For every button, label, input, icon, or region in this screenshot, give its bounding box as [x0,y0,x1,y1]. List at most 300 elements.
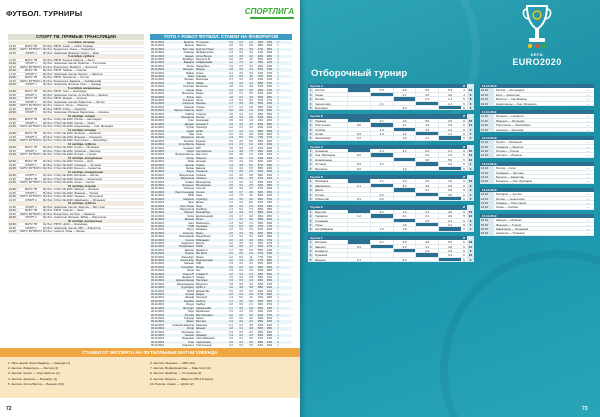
toto-percent-draw: 26% [266,115,273,119]
schedule-channel: МАТЧ! ТВ [24,58,38,62]
results-grid [347,162,461,165]
results-grid [347,88,461,91]
toto-percent-home: 67% [257,201,264,205]
toto-away-team: Севилья [196,177,207,181]
toto-percent-home: 80% [257,194,264,198]
result-cell [347,119,370,122]
toto-percent-home: 49% [257,262,264,266]
result-cell [393,128,416,131]
toto-odds-draw: 3.1 [239,92,243,96]
toto-date: 05.10.2019 [151,78,164,82]
result-cell [393,158,416,161]
schedule-channel: МАТЧ! ТВ [24,44,38,48]
toto-home-team: Ливерпуль [181,136,194,140]
toto-date: 06.10.2019 [151,190,164,194]
result-cell: 3:0 [438,93,461,96]
toto-percent-draw: 24% [266,109,273,113]
schedule-time: 21:45 [8,125,19,128]
fixture-match: Литва — Сербия [496,205,518,209]
toto-away-team: ЦСКА [196,129,204,133]
toto-odds-home: 2.2 [229,344,233,348]
toto-away-team: Шеффилд Юн. [196,51,215,55]
toto-away-team: Брага [196,231,203,235]
toto-percent-home: 39% [257,320,264,324]
toto-home-team: Астон Вилла [178,143,194,147]
toto-odds-away: 5.5 [249,167,253,171]
result-cell: 1:0 [393,119,416,122]
toto-date: 05.10.2019 [151,68,164,72]
result-cell: 2:1 [415,97,438,100]
toto-prediction: X [277,78,279,82]
toto-odds-home: 3.6 [229,112,233,116]
toto-odds-home: 1.9 [229,81,233,85]
toto-odds-draw: 3.8 [239,286,243,290]
group-table [308,114,474,140]
schedule-channel: МАТЧ! ФУТБОЛ 1 [20,79,42,83]
result-cell: 3:0 [393,240,416,243]
toto-prediction: 2 [277,105,279,109]
toto-odds-draw: 3.2 [239,156,243,160]
results-grid [347,188,461,191]
toto-home-team: Шальке [184,218,194,222]
toto-percent-home: 46% [257,316,264,320]
toto-date: 06.10.2019 [151,245,164,249]
toto-odds-draw: 5.0 [239,296,243,300]
toto-odds-away: 4.8 [249,102,253,106]
toto-away-team: Боруссия М [196,58,211,62]
team-name: Грузия [315,192,324,196]
schedule-program: Футбол. Отбор ЧЕ-2020. Португалия — Люксембург [43,139,108,142]
result-cell [370,97,393,100]
toto-odds-away: 2.8 [249,105,253,109]
toto-percent-draw: 23% [266,218,273,222]
toto-odds-home: 1.3 [229,177,233,181]
toto-percent-draw: 30% [266,156,273,160]
toto-odds-draw: 4.3 [239,310,243,314]
team-position: 1 [309,149,312,154]
toto-percent-home: 59% [257,173,264,177]
result-cell [393,253,416,256]
fixture-score: — [586,88,590,93]
toto-percent-home: 25% [257,41,264,44]
fixture-score: — [586,127,590,132]
schedule-time: 16:30 [8,209,19,212]
toto-away-team: Шинник [196,327,206,331]
toto-odds-home: 1.9 [229,262,233,266]
team-position: 1 [309,209,312,214]
toto-odds-home: 1.7 [229,218,233,222]
toto-percent-draw: 23% [266,173,273,177]
result-cell: 1:1 [438,102,461,105]
result-cell: 1:5 [393,227,416,230]
toto-percent-draw: 21% [266,160,273,164]
toto-odds-away: 1.4 [249,153,253,157]
toto-percent-home: 30% [257,303,264,307]
team-position: 1 [309,179,312,184]
expert-bets-section [0,348,300,398]
toto-date: 06.10.2019 [151,201,164,205]
toto-away-team: Зенит [196,109,204,113]
toto-odds-home: 1.3 [229,98,233,102]
sportliga-logo-text: СПОРТЛИГА [244,7,294,16]
toto-prediction: 1 [277,299,279,303]
toto-away-team: Дижон [196,201,204,205]
toto-prediction: 1 [277,98,279,102]
toto-away-team: Арсенал Т [196,122,209,126]
toto-percent-draw: 29% [266,293,273,297]
toto-home-team: Копенгаген [180,259,194,262]
toto-percent-draw: 26% [266,252,273,256]
toto-odds-home: 2.3 [229,337,233,341]
toto-home-team: Зальцбург [181,255,194,259]
result-cell: 1:1 [370,102,393,105]
toto-table-header: ТОТО + РОБОТ ФУТБОЛ. СТАВКИ НА ФАВОРИТОВ [150,34,292,40]
team-name: Словакия [315,218,328,222]
toto-odds-home: 1.8 [229,85,233,89]
toto-odds-draw: 3.2 [239,88,243,92]
team-played: 6 [463,257,465,262]
toto-odds-draw: 3.6 [239,146,243,150]
result-cell [393,193,416,196]
toto-home-team: Реал [187,75,194,79]
result-cell: 8:0 [415,149,438,152]
toto-percent-draw: 21% [266,276,273,280]
toto-prediction: 1 [277,115,279,119]
schedule-day-label: 11 октября, пятница [8,129,144,133]
team-position: 1 [309,88,312,93]
toto-away-team: Тоттенхэм [196,41,209,44]
column-points-label: О [467,175,474,179]
toto-date: 06.10.2019 [151,150,164,153]
toto-percent-draw: 28% [266,269,273,273]
toto-odds-home: 1.4 [229,201,233,205]
result-cell [347,97,370,100]
toto-home-team: Осасуна [183,187,194,191]
toto-percent-draw: 29% [266,333,273,337]
toto-percent-home: 47% [257,259,264,262]
toto-prediction: 1 [277,136,279,140]
toto-date: 05.10.2019 [151,64,164,68]
schedule-program: Футбол. Отбор ЧЕ-2020. Россия — Кипр [43,160,94,163]
toto-away-team: Мальорка [196,78,209,82]
toto-away-team: СКА-Хабаровск [196,337,215,341]
toto-odds-away: 9.5 [249,136,253,140]
toto-percent-draw: 29% [266,279,273,283]
results-grid [347,136,461,139]
team-name: Фареры [315,257,326,262]
team-position: 3 [309,218,312,223]
toto-percent-home: 46% [257,231,264,235]
toto-odds-away: 3.0 [249,330,253,334]
toto-odds-home: 2.5 [229,252,233,256]
schedule-program: Футбол. Чемпионат Англии. Эвертон — Вест Хэм [43,205,105,208]
result-cell: 1:5 [370,132,393,135]
toto-odds-away: 1.9 [249,119,253,123]
page-number-right: 73 [582,406,588,412]
results-grid [347,197,461,200]
schedule-day-label: 5 октября, суббота [8,55,144,59]
team-points: 9 [467,219,474,222]
team-points: 3 [467,106,474,109]
toto-home-team: Реал Сосьедад [175,190,194,194]
schedule-time: 17:00 [9,72,16,76]
toto-percent-home: 51% [257,245,264,249]
fixture-match: Бельгия — Казахстан [496,175,524,179]
results-grid [347,167,461,170]
fixture-match: Испания — Норвегия [496,114,524,118]
toto-percent-draw: 26% [266,146,273,150]
result-cell [370,245,393,248]
toto-percent-draw: 18% [266,221,273,225]
expert-bets-title: СТАВКИ ОТ ЭКСПЕРТА НА ФУТБОЛЬНЫЕ МАТЧИ УИКЕНДА [82,350,218,355]
toto-prediction: 1 [277,218,279,222]
fixture-row [480,128,594,132]
team-points: 9 [467,249,474,252]
schedule-program: Футбол. Чемпионат Англии. Ливерпуль — Лестер [43,100,105,103]
toto-away-team: Падерборн [196,64,210,68]
fixture-block [480,136,594,158]
toto-prediction: 2 [277,109,279,113]
group-team-row [308,197,474,201]
toto-percent-home: 35% [257,105,264,109]
fixture-date: 15.10 [480,223,494,226]
toto-away-team: Видеотон [196,282,208,286]
toto-odds-home: 1.5 [229,160,233,164]
fixture-score: — [586,144,590,149]
toto-percent-draw: 22% [266,211,273,215]
fixture-match: Франция — Турция [496,222,521,226]
result-cell [415,167,438,170]
result-cell: 4:2 [415,123,438,126]
expert-bet-item: 2. Англия. Ливерпуль — Лестер (1) [8,366,59,371]
toto-odds-away: 4.2 [249,197,253,201]
toto-odds-away: 3.2 [249,51,253,55]
schedule-channel: СПОРТ 1 [25,191,37,195]
toto-date: 05.10.2019 [151,115,164,119]
fixture-score: — [586,192,590,197]
toto-odds-home: 2.4 [229,88,233,92]
fixture-date: 10.10 [480,97,494,100]
result-cell: 1:2 [393,132,416,135]
toto-odds-away: 4.3 [249,68,253,72]
team-points: 1 [467,132,474,135]
toto-odds-draw: 4.0 [239,167,243,171]
team-name: Германия [315,149,328,153]
schedule-time: 14:00 [8,90,19,93]
team-points: 0 [467,197,474,200]
toto-home-team: Лион [187,201,194,205]
toto-prediction: 1 [277,221,279,225]
toto-away-team: Ростов [196,115,205,119]
toto-prediction: 1 [277,139,279,143]
toto-odds-draw: 3.4 [239,262,243,266]
toto-date: 05.10.2019 [151,47,164,51]
toto-home-team: Енисей [185,333,194,337]
team-position: 4 [309,192,312,197]
results-grid [347,223,461,226]
toto-odds-home: 2.2 [229,92,233,96]
toto-prediction: X [277,340,279,344]
toto-home-team: Мальмё [184,262,194,266]
toto-odds-draw: 3.3 [239,143,243,147]
schedule-time: 21:45 [8,153,19,156]
schedule-channel: СПОРТ 2 [25,135,37,139]
toto-prediction: 1 [277,170,279,174]
toto-prediction: 2 [277,41,279,44]
toto-odds-home: 1.4 [229,221,233,225]
toto-odds-away: 6.5 [249,160,253,164]
toto-odds-draw: 3.3 [239,129,243,133]
toto-odds-home: 1.3 [229,75,233,79]
toto-odds-draw: 3.0 [239,132,243,136]
schedule-channel: МАТЧ! ТВ [24,209,38,212]
toto-date: 06.10.2019 [151,153,164,157]
schedule-channel: МАТЧ! ФУТБОЛ 1 [20,181,42,184]
schedule-channel: МАТЧ! ТВ [24,177,38,181]
toto-away-team: Вильярреал [196,184,211,188]
toto-home-team: Лидс [188,310,194,314]
toto-date: 06.10.2019 [151,136,164,140]
toto-percent-draw: 12% [266,61,273,65]
toto-prediction: 1 [277,143,279,147]
result-cell [347,149,370,152]
toto-home-team: Уотфорд [183,51,194,55]
expert-bet-item: 8. Англия. Брайтон — Тоттенхэм (2) [150,371,202,376]
toto-prediction: 1 [277,85,279,89]
team-position: 2 [309,244,312,249]
toto-odds-draw: 3.9 [239,68,243,72]
schedule-program: Футбол. Отбор ЧЕ-2020. Бельгия — Казахстан [43,167,102,170]
fixture-match: Россия — Кипр [496,166,516,170]
euro2020-label: EURO2020 [512,57,562,67]
result-cell [438,106,461,109]
toto-prediction: 1 [277,344,279,348]
schedule-program: Футбол. Отбор ЧЕ-2020. Хорватия — Венгрия [43,149,101,152]
toto-percent-draw: 31% [266,337,273,341]
toto-percent-home: 55% [257,102,264,106]
result-cell: 1:0 [438,179,461,182]
fixture-score: — [586,118,590,123]
result-cell [415,253,438,256]
team-name: Норвегия [315,248,328,253]
result-cell [438,167,461,170]
result-cell: 0:2 [438,162,461,165]
toto-away-team: Петрокуб [196,296,208,300]
fixture-date: 12.10 [480,145,494,148]
toto-percent-home: 66% [257,221,264,225]
toto-odds-draw: 3.4 [239,85,243,89]
schedule-day-label: 6 октября, воскресенье [8,87,144,91]
toto-home-team: Брайтон [183,41,194,44]
toto-away-team: Дженоа [196,167,206,171]
toto-prediction: 2 [277,252,279,256]
column-played-label: И [462,84,466,88]
result-cell: 2:0 [415,153,438,156]
toto-odds-draw: 5.2 [239,207,243,211]
toto-percent-draw: 29% [266,204,273,208]
schedule-channel: СПОРТ 1 [25,121,37,125]
toto-odds-home: 1.8 [229,327,233,331]
team-played: 6 [463,179,465,184]
toto-odds-away: 3.2 [249,313,253,317]
column-played-label: И [462,114,466,119]
toto-away-team: Текстильщик [196,344,212,348]
toto-away-team: Янг Бойз [196,252,207,256]
toto-prediction: 1 [277,306,279,310]
toto-percent-draw: 29% [266,129,273,133]
toto-odds-home: 1.5 [229,139,233,143]
toto-prediction: X [277,187,279,191]
group-team-row [308,167,474,171]
result-cell [347,219,370,222]
toto-date: 06.10.2019 [151,316,164,320]
schedule-time: 18:30 [9,100,16,104]
toto-prediction: 1 [277,44,279,48]
fixture-score: — [586,179,590,184]
toto-home-team: Бетис [187,81,194,85]
toto-odds-away: 3.3 [249,320,253,324]
toto-home-team: Ференцварош [177,282,194,286]
toto-percent-draw: 32% [266,180,273,184]
team-played: 5 [463,188,465,193]
toto-away-team: Унион [196,71,204,75]
schedule-channel: МАТЧ! ФУТБОЛ 2 [20,139,42,142]
toto-prediction: 1 [277,95,279,99]
result-cell: 0:1 [347,197,370,200]
toto-percent-draw: 19% [266,201,273,205]
toto-percent-home: 62% [257,310,264,314]
column-points-label: О [467,84,474,88]
team-position: 3 [309,188,312,193]
team-name: Нидерланды [315,157,333,162]
toto-date: 06.10.2019 [151,129,164,133]
schedule-program: Футбол. Чемпионат Испании. Барселона — Севилья [43,111,109,114]
toto-date: 05.10.2019 [151,85,164,89]
toto-odds-home: 1.4 [229,150,233,153]
toto-date: 06.10.2019 [151,170,164,174]
schedule-row [8,230,144,234]
team-name: Литва [315,131,323,136]
team-position: 5 [309,105,312,110]
column-played-label: И [462,175,466,180]
toto-odds-away: 4.3 [249,262,253,266]
schedule-time: 16:30 [8,69,19,72]
toto-percent-home: 21% [257,146,264,150]
schedule-program: Футбол. Отбор ЧЕ-2020. Косово — Черногория [43,177,102,180]
results-grid [347,106,461,109]
schedule-program: Футбол. Бундеслига. Бавария — Хоффенхайм [43,79,102,82]
toto-prediction: 1 [277,150,279,153]
team-played: 6 [463,240,465,245]
result-cell: 3:3 [393,245,416,248]
toto-prediction: 1 [277,160,279,164]
schedule-program: Футбол. Бундеслига. Аугсбург — Бавария [43,212,95,215]
toto-odds-draw: 4.6 [239,139,243,143]
fixture-block [480,188,594,210]
toto-odds-away: 12 [249,61,253,65]
toto-prediction: 1 [277,293,279,297]
toto-percent-home: 70% [257,296,264,300]
toto-odds-away: 9.5 [249,177,253,181]
team-name: Сербия [315,127,326,131]
toto-odds-draw: 5.5 [239,136,243,140]
toto-odds-home: 2.6 [229,58,233,62]
fixture-score: — [586,101,590,106]
column-played-label: И [462,235,466,240]
toto-odds-home: 1.8 [229,190,233,194]
team-played: 5 [463,157,465,162]
toto-odds-home: 2.4 [229,330,233,334]
